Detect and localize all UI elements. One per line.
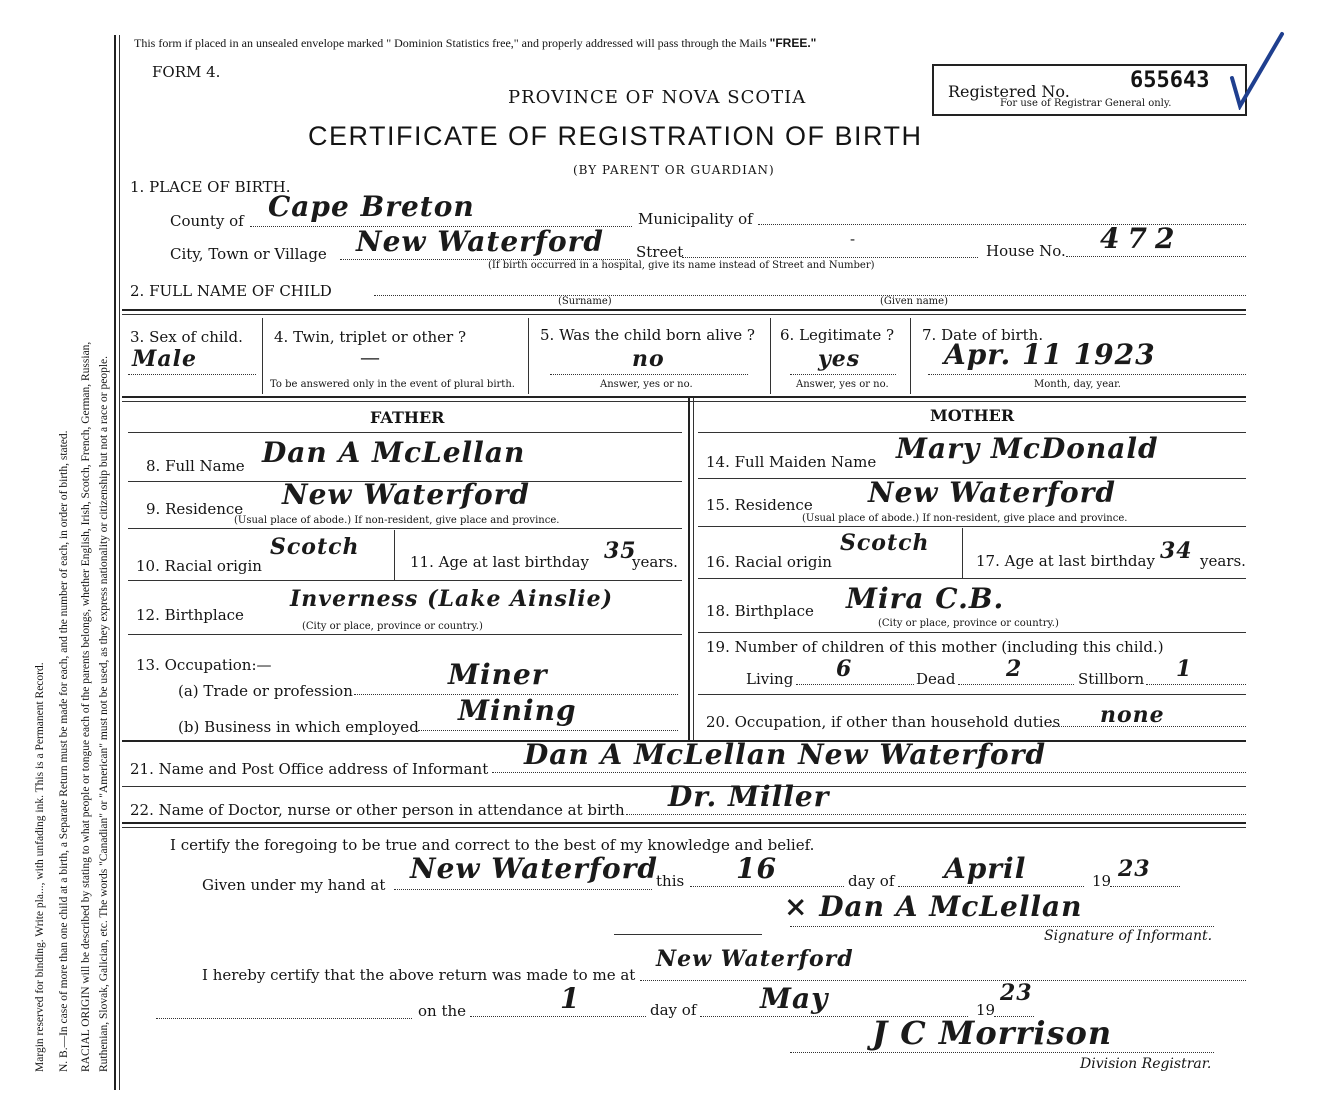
father-residence-value: New Waterford xyxy=(282,478,530,511)
divider-1 xyxy=(122,309,1246,311)
doctor-dots xyxy=(626,814,1246,815)
father-residence-label: 9. Residence xyxy=(146,500,244,518)
city-label: City, Town or Village xyxy=(170,245,327,263)
alive-note: Answer, yes or no. xyxy=(600,379,693,390)
divider-1b xyxy=(122,314,1246,315)
living-value: 6 xyxy=(836,656,853,682)
year-prefix: 19 xyxy=(1092,872,1112,890)
stillborn-dots xyxy=(1146,684,1246,685)
mother-years: years. xyxy=(1200,552,1246,570)
county-value: Cape Breton xyxy=(268,190,475,223)
doctor-label: 22. Name of Doctor, nurse or other person in attendance at birth xyxy=(130,801,625,819)
registered-label: Registered No. xyxy=(948,82,1070,101)
legit-note: Answer, yes or no. xyxy=(796,379,889,390)
day-dots xyxy=(690,886,844,887)
reg-year-suffix: 23 xyxy=(1000,980,1033,1006)
dead-value: 2 xyxy=(1006,656,1023,682)
children-count-label: 19. Number of children of this mother (including this child.) xyxy=(706,638,1164,656)
mother-name-label: 14. Full Maiden Name xyxy=(706,453,877,471)
reg-year-prefix: 19 xyxy=(976,1001,996,1019)
child-name-label: 2. FULL NAME OF CHILD xyxy=(130,282,332,300)
margin-note-racial-origin: RACIAL ORIGIN will be described by stating to what people or tongue each of the parents belongs, whether English, Irish, Scotch, French, German, Russian, xyxy=(80,341,92,1072)
mother-residence-value: New Waterford xyxy=(868,476,1116,509)
father-racial-sep xyxy=(394,530,395,580)
day-value: 16 xyxy=(736,852,777,885)
margin-note-nationality: Ruthenian, Slovak, Galician, etc. The words "Canadian" or "American" must not be used, as they express nationality or citizenship but not a race or people. xyxy=(98,355,110,1072)
page-title: CERTIFICATE OF REGISTRATION OF BIRTH xyxy=(308,121,923,151)
short-rule xyxy=(614,934,762,935)
on-the-leading-dots xyxy=(156,1018,412,1019)
father-trade-label: (a) Trade or profession xyxy=(178,682,353,700)
dead-label: Dead xyxy=(916,670,956,688)
city-value: New Waterford xyxy=(356,225,604,258)
twin-value: — xyxy=(360,345,380,369)
given-name-note: (Given name) xyxy=(880,296,948,307)
divider-4b xyxy=(122,827,1246,828)
father-years: years. xyxy=(632,553,678,571)
mother-racial-rule xyxy=(698,578,1246,579)
on-the-label: on the xyxy=(418,1002,467,1020)
registrar-signature: J C Morrison xyxy=(872,1014,1113,1052)
month-dots xyxy=(898,886,1084,887)
father-birthplace-rule xyxy=(128,634,682,635)
page-subtitle: (BY PARENT OR GUARDIAN) xyxy=(573,163,775,177)
father-residence-rule xyxy=(128,528,682,529)
margin-note-binding: Margin reserved for binding. Write pla..., with unfading ink. This is a Permanent Record. xyxy=(34,662,46,1072)
father-business-value: Mining xyxy=(458,694,577,727)
father-racial-rule xyxy=(128,580,682,581)
sex-label: 3. Sex of child. xyxy=(130,328,243,346)
sex-value: Male xyxy=(132,346,197,372)
dob-label: 7. Date of birth. xyxy=(922,326,1044,344)
registrar-statement: I hereby certify that the above return was made to me at xyxy=(202,966,636,984)
informant-dots xyxy=(492,772,1246,773)
col-sep-4 xyxy=(910,318,911,394)
mother-birthplace-value: Mira C.B. xyxy=(846,582,1005,615)
mail-free: "FREE." xyxy=(769,36,817,50)
alive-value: no xyxy=(632,346,665,372)
col-sep-1 xyxy=(262,318,263,394)
day-of-label: day of xyxy=(848,872,895,890)
reg-day-of-label: day of xyxy=(650,1001,697,1019)
margin-note-multiple-births: N. B.—In case of more than one child at a birth, a Separate Return must be made for each, and the number of each, in order of birth, stated. xyxy=(58,430,70,1072)
province-heading: PROVINCE OF NOVA SCOTIA xyxy=(508,87,807,108)
twin-note: To be answered only in the event of plural birth. xyxy=(270,379,515,390)
father-heading: FATHER xyxy=(370,408,445,427)
father-business-dots xyxy=(418,730,678,731)
reg-month-value: May xyxy=(760,982,829,1015)
month-value: April xyxy=(944,852,1027,885)
child-name-dots xyxy=(374,295,1246,296)
mother-occupation-label: 20. Occupation, if other than household duties xyxy=(706,713,1061,731)
registrar-label: Division Registrar. xyxy=(1080,1056,1212,1072)
father-racial-value: Scotch xyxy=(270,534,360,560)
divider-4 xyxy=(122,822,1246,824)
legit-label: 6. Legitimate ? xyxy=(780,326,895,344)
mother-city-note: (City or place, province or country.) xyxy=(878,618,1059,629)
col-sep-3 xyxy=(770,318,771,394)
signature-dots xyxy=(790,926,1214,927)
hospital-note: (If birth occurred in a hospital, give its name instead of Street and Number) xyxy=(488,260,875,271)
father-name-value: Dan A McLellan xyxy=(262,436,526,469)
father-business-label: (b) Business in which employed xyxy=(178,718,419,736)
father-age-label: 11. Age at last birthday xyxy=(410,553,589,571)
house-dots xyxy=(1066,256,1246,257)
father-abode-note: (Usual place of abode.) If non-resident, give place and province. xyxy=(234,515,560,526)
divider-2 xyxy=(122,396,1246,398)
mother-heading: MOTHER xyxy=(930,406,1015,425)
father-name-label: 8. Full Name xyxy=(146,457,245,475)
father-trade-value: Miner xyxy=(448,658,548,691)
mother-age-label: 17. Age at last birthday xyxy=(976,552,1155,570)
father-heading-rule xyxy=(128,432,682,433)
year-suffix: 23 xyxy=(1118,856,1151,882)
form-number: FORM 4. xyxy=(152,63,221,81)
mother-racial-label: 16. Racial origin xyxy=(706,553,832,571)
mother-residence-label: 15. Residence xyxy=(706,496,813,514)
stillborn-value: 1 xyxy=(1176,656,1193,682)
legit-dots xyxy=(790,374,896,375)
year-dots xyxy=(1110,886,1180,887)
registered-value: 655643 xyxy=(1130,68,1210,93)
mail-notice xyxy=(134,36,816,51)
registrar-place-dots xyxy=(640,980,1246,981)
sex-dots xyxy=(128,374,256,375)
street-dots xyxy=(682,257,978,258)
left-border xyxy=(114,35,116,1090)
doctor-value: Dr. Miller xyxy=(668,780,830,813)
mother-name-value: Mary McDonald xyxy=(896,432,1159,465)
mother-racial-value: Scotch xyxy=(840,530,930,556)
reg-day-value: 1 xyxy=(560,982,581,1015)
legit-value: yes xyxy=(818,346,861,372)
father-birthplace-value: Inverness (Lake Ainslie) xyxy=(290,586,614,612)
reg-day-dots xyxy=(470,1016,646,1017)
living-dots xyxy=(796,684,914,685)
father-birthplace-label: 12. Birthplace xyxy=(136,606,244,624)
living-label: Living xyxy=(746,670,794,688)
registrar-signature-dots xyxy=(790,1052,1214,1053)
parent-divider xyxy=(688,398,690,740)
father-city-note: (City or place, province or country.) xyxy=(302,621,483,632)
father-racial-label: 10. Racial origin xyxy=(136,557,262,575)
house-label: House No. xyxy=(986,242,1066,260)
surname-note: (Surname) xyxy=(558,296,612,307)
left-border-inner xyxy=(119,35,120,1090)
divider-2b xyxy=(122,401,1246,402)
certify-statement: I certify the foregoing to be true and correct to the best of my knowledge and belief. xyxy=(170,836,815,854)
given-place-dots xyxy=(394,889,652,890)
informant-label: 21. Name and Post Office address of Informant xyxy=(130,760,489,778)
informant-signature: × Dan A McLellan xyxy=(784,890,1083,923)
mother-abode-note: (Usual place of abode.) If non-resident, give place and province. xyxy=(802,513,1128,524)
given-place-value: New Waterford xyxy=(410,852,658,885)
mother-occupation-value: none xyxy=(1100,702,1165,728)
registrar-place-value: New Waterford xyxy=(656,946,854,972)
informant-value: Dan A McLellan New Waterford xyxy=(524,738,1047,771)
mother-racial-sep xyxy=(962,528,963,578)
county-label: County of xyxy=(170,212,244,230)
signature-label: Signature of Informant. xyxy=(1044,928,1213,944)
street-value: - xyxy=(850,230,856,248)
father-age-value: 35 xyxy=(604,538,637,564)
check-mark-icon xyxy=(1228,30,1288,110)
this-label: this xyxy=(656,872,685,890)
dob-note: Month, day, year. xyxy=(1034,379,1121,390)
house-value: 472 xyxy=(1100,222,1183,255)
col-sep-2 xyxy=(528,318,529,394)
mother-residence-rule xyxy=(698,526,1246,527)
alive-dots xyxy=(550,374,748,375)
mother-children-rule xyxy=(698,694,1246,695)
dead-dots xyxy=(958,684,1074,685)
alive-label: 5. Was the child born alive ? xyxy=(540,326,755,344)
dob-value: Apr. 11 1923 xyxy=(944,338,1156,371)
municipality-label: Municipality of xyxy=(638,210,753,228)
father-occupation-label: 13. Occupation:— xyxy=(136,656,272,674)
parent-divider-b xyxy=(693,398,694,740)
mother-birthplace-label: 18. Birthplace xyxy=(706,602,814,620)
mother-age-value: 34 xyxy=(1160,538,1193,564)
place-of-birth-heading: 1. PLACE OF BIRTH. xyxy=(130,178,291,196)
dob-dots xyxy=(928,374,1246,375)
mail-notice-text: This form if placed in an unsealed envelope marked " Dominion Statistics free," and properly addressed will pass through the Mails xyxy=(134,36,767,50)
registrar-use-note: For use of Registrar General only. xyxy=(1000,98,1172,109)
stillborn-label: Stillborn xyxy=(1078,670,1145,688)
street-label: Street xyxy=(636,243,684,261)
twin-label: 4. Twin, triplet or other ? xyxy=(274,328,466,346)
mother-birthplace-rule xyxy=(698,632,1246,633)
given-under-label: Given under my hand at xyxy=(202,876,386,894)
